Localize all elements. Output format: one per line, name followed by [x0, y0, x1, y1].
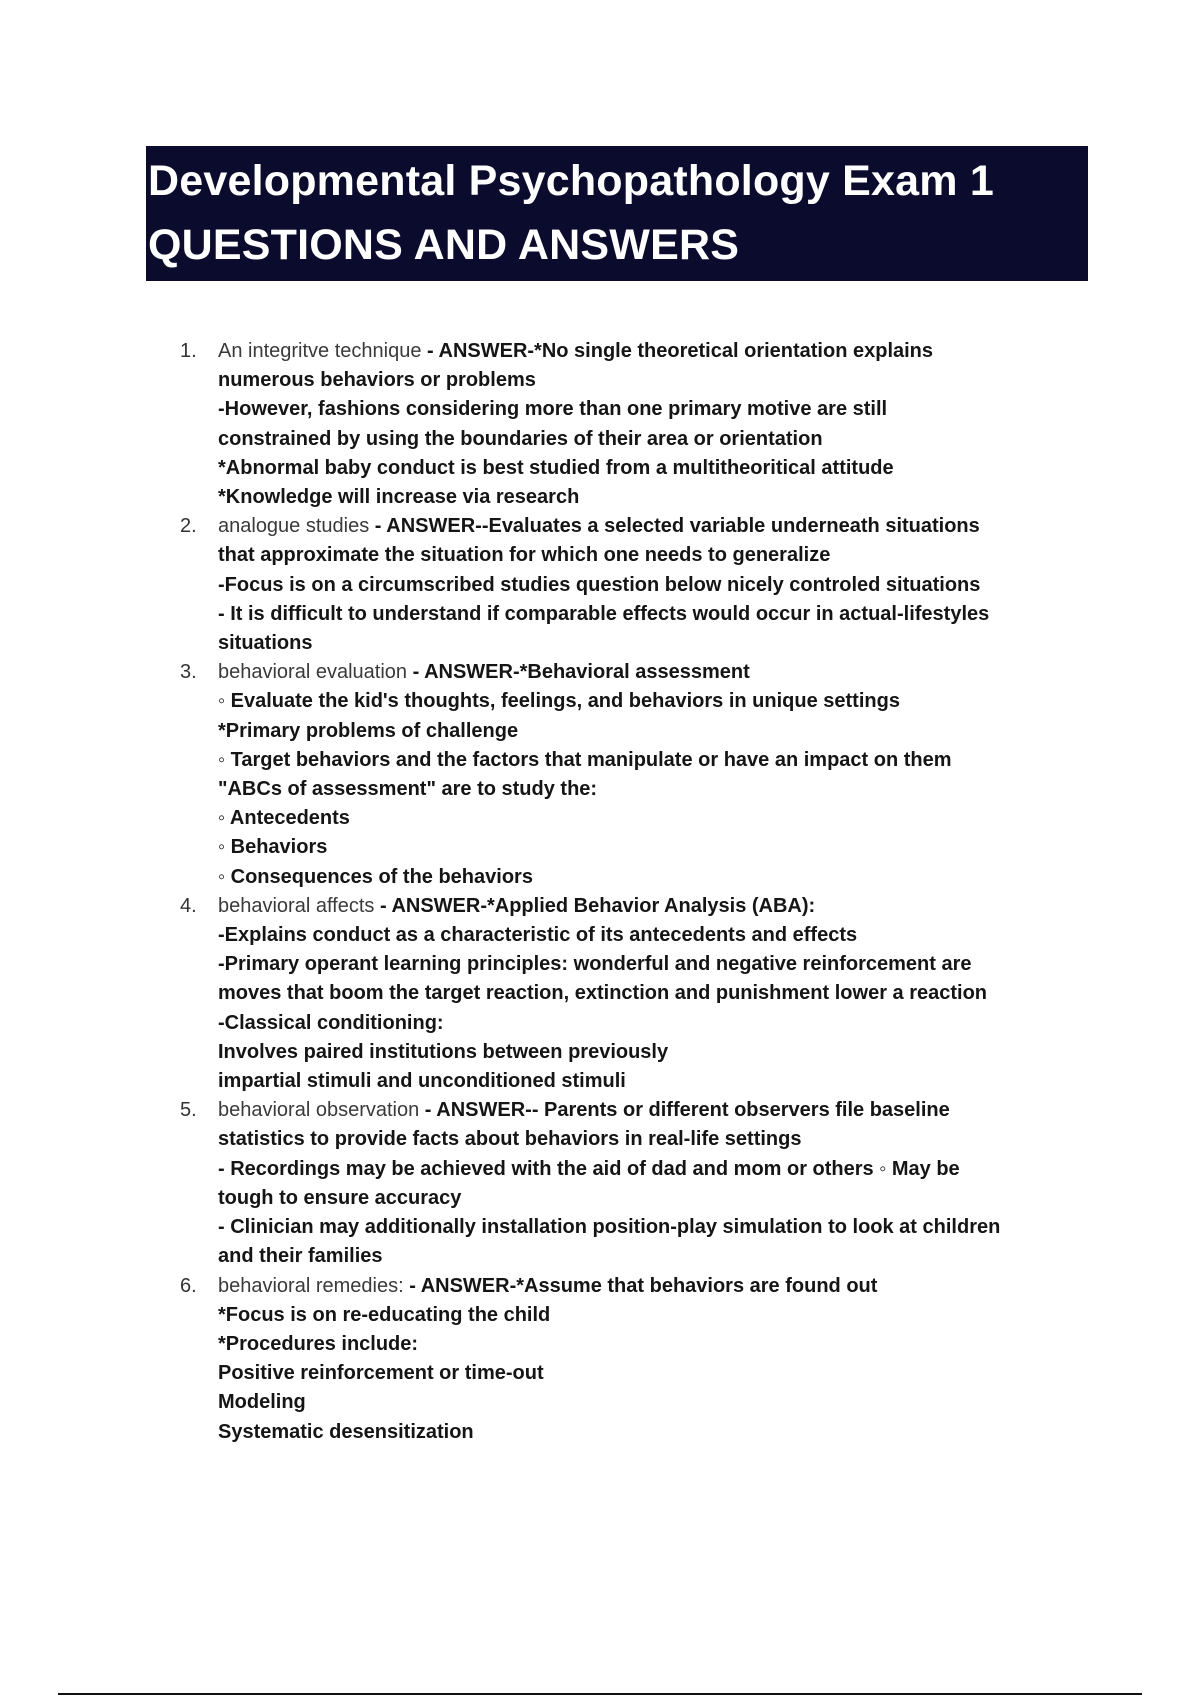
answer-line: tough to ensure accuracy	[218, 1186, 462, 1209]
answer-line: ◦ Target behaviors and the factors that manipulate or have an impact on them	[218, 748, 952, 771]
answer-line: situations	[218, 632, 313, 655]
qa-item-6	[178, 1272, 1098, 1447]
qa-item-3	[178, 658, 1098, 892]
title-banner	[146, 146, 1088, 281]
answer-line: -Classical conditioning:	[218, 1011, 444, 1034]
answer-line: *Primary problems of challenge	[218, 719, 519, 742]
question-line	[218, 658, 1098, 687]
answer-line: numerous behaviors or problems	[218, 369, 536, 392]
answer-line: ◦ Behaviors	[218, 836, 328, 859]
answer-line: "ABCs of assessment" are to study the:	[218, 778, 598, 801]
answer-line: ◦ Antecedents	[218, 807, 350, 830]
item-number: 2.	[180, 515, 197, 538]
answer-text: - ANSWER-*Behavioral assessment	[407, 661, 750, 684]
answer-line: Involves paired institutions between previously	[218, 1040, 669, 1063]
answer-line: impartial stimuli and unconditioned stimuli	[218, 1070, 626, 1093]
answer-line: *Knowledge will increase via research	[218, 486, 580, 509]
answer-line: statistics to provide facts about behaviors in real-life settings	[218, 1128, 802, 1151]
question-line	[218, 512, 1098, 541]
answer-text: - ANSWER-*No single theoretical orientation explains	[421, 340, 934, 362]
qa-item-2	[178, 512, 1098, 658]
answer-line: -Explains conduct as a characteristic of its antecedents and effects	[218, 924, 858, 947]
answer-line: ◦ Consequences of the behaviors	[218, 865, 533, 888]
question-line	[218, 1096, 1098, 1125]
question-term: analogue studies	[218, 515, 370, 538]
qa-list	[178, 337, 1098, 1447]
answer-line: that approximate the situation for which one needs to generalize	[218, 544, 831, 567]
question-line	[218, 337, 1098, 366]
answer-line: *Focus is on re-educating the child	[218, 1303, 551, 1326]
answer-line: Modeling	[218, 1391, 306, 1414]
answer-line: -However, fashions considering more than one primary motive are still	[218, 398, 888, 421]
answer-text: - ANSWER--Evaluates a selected variable underneath situations	[369, 515, 980, 538]
answer-line: - Recordings may be achieved with the aid of dad and mom or others ◦ May be	[218, 1157, 960, 1180]
question-term: behavioral observation	[218, 1099, 420, 1122]
answer-text: - ANSWER-*Assume that behaviors are found out	[403, 1274, 878, 1297]
answer-line: -Focus is on a circumscribed studies question below nicely controled situations	[218, 573, 981, 596]
question-term: behavioral affects	[218, 894, 375, 917]
question-term: An integritve technique	[218, 340, 422, 362]
answer-text: - ANSWER-*Applied Behavior Analysis (ABA):	[374, 894, 816, 917]
answer-line: *Abnormal baby conduct is best studied from a multitheoritical attitude	[218, 456, 894, 479]
title-line-1: Developmental Psychopathology Exam 1	[148, 157, 994, 205]
answer-line: moves that boom the target reaction, extinction and punishment lower a reaction	[218, 982, 988, 1005]
answer-line: and their families	[218, 1245, 383, 1268]
question-term: behavioral remedies:	[218, 1274, 404, 1297]
page-bottom-divider	[58, 1693, 1142, 1695]
answer-text: - ANSWER-- Parents or different observers file baseline	[419, 1099, 950, 1122]
answer-line: *Procedures include:	[218, 1332, 419, 1355]
title-line-2: QUESTIONS AND ANSWERS	[148, 221, 740, 269]
qa-item-4	[178, 892, 1098, 1096]
answer-line: Systematic desensitization	[218, 1420, 474, 1443]
question-line	[218, 1272, 1098, 1301]
question-term: behavioral evaluation	[218, 661, 408, 684]
question-line	[218, 892, 1098, 921]
item-number: 6.	[180, 1274, 197, 1297]
answer-line: - Clinician may additionally installation position-play simulation to look at children	[218, 1216, 1001, 1239]
item-number: 3.	[180, 661, 197, 684]
answer-line: -Primary operant learning principles: wonderful and negative reinforcement are	[218, 953, 972, 976]
item-number: 1.	[180, 340, 197, 362]
answer-line: Positive reinforcement or time-out	[218, 1362, 544, 1385]
item-number: 5.	[180, 1099, 197, 1122]
qa-item-1	[178, 337, 1098, 512]
answer-line: constrained by using the boundaries of their area or orientation	[218, 427, 823, 450]
answer-line: - It is difficult to understand if comparable effects would occur in actual-lifestyles	[218, 602, 990, 625]
answer-line: ◦ Evaluate the kid's thoughts, feelings, and behaviors in unique settings	[218, 690, 900, 713]
item-number: 4.	[180, 894, 197, 917]
qa-item-5	[178, 1096, 1098, 1271]
